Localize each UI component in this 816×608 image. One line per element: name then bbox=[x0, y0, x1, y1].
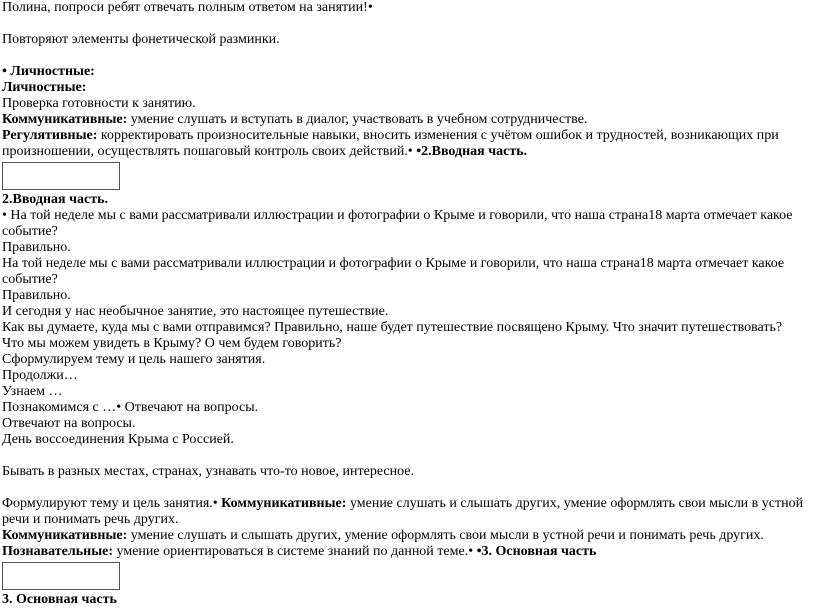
empty-cell-box bbox=[2, 562, 120, 590]
text-line: День воссоединения Крыма с Россией. bbox=[2, 432, 234, 447]
text-line: Коммуникативные: умение слушать и вступать в диалог, участвовать в учебном сотрудничестве. bbox=[2, 112, 588, 127]
text-line: И сегодня у нас необычное занятие, это настоящее путешествие. bbox=[2, 304, 389, 319]
section-heading: Личностные: bbox=[2, 80, 87, 95]
text-line: Полина, попроси ребят отвечать полным ответом на занятии!• bbox=[2, 0, 373, 15]
text-line: Как вы думаете, куда мы с вами отправимся? Правильно, наше будет путешествие посвящено Крыму. Что значит путешествовать? bbox=[2, 320, 783, 335]
text-line: Коммуникативные: умение слушать и слышать других, умение оформлять свои мысли в устной речи и понимать речь других. bbox=[2, 528, 764, 543]
empty-cell-box bbox=[2, 162, 120, 190]
text-line: Отвечают на вопросы. bbox=[2, 416, 136, 431]
section-heading: 3. Основная часть bbox=[2, 592, 117, 607]
text-line: Бывать в разных местах, странах, узнавать что-то новое, интересное. bbox=[2, 464, 414, 479]
text-line: Познакомимся с …• Отвечают на вопросы. bbox=[2, 400, 259, 415]
section-heading: • Личностные: bbox=[2, 64, 95, 79]
text-line: Сформулируем тему и цель нашего занятия. bbox=[2, 352, 266, 367]
text-line: Что мы можем увидеть в Крыму? О чем будем говорить? bbox=[2, 336, 342, 351]
text-line: На той неделе мы с вами рассматривали иллюстрации и фотографии о Крыме и говорили, что наша страна18 марта отмечает какое событие? bbox=[2, 256, 785, 287]
text-line: Повторяют элементы фонетической разминки. bbox=[2, 32, 280, 47]
text-line: Продолжи… bbox=[2, 368, 78, 383]
section-heading: 2.Вводная часть. bbox=[2, 192, 109, 207]
text-line: Формулируют тему и цель занятия.• Коммуникативные: умение слушать и слышать других, умение оформлять свои мысли в устной речи и понимать речь других. bbox=[2, 496, 804, 527]
text-line: Узнаем … bbox=[2, 384, 63, 399]
text-line: • На той неделе мы с вами рассматривали иллюстрации и фотографии о Крыме и говорили, что наша страна18 марта отмечает какое событие? bbox=[2, 208, 793, 239]
text-line: Проверка готовности к занятию. bbox=[2, 96, 196, 111]
text-line: Познавательные: умение ориентироваться в системе знаний по данной теме.• •3. Основная часть bbox=[2, 544, 597, 559]
text-line: Правильно. bbox=[2, 288, 71, 303]
text-line: Регулятивные: корректировать произносительные навыки, вносить изменения с учётом ошибок и трудностей, возникающих при произношении, осуществлять пошаговый контроль своих действий.• •2.Вводная часть. bbox=[2, 128, 779, 159]
text-line: Правильно. bbox=[2, 240, 71, 255]
